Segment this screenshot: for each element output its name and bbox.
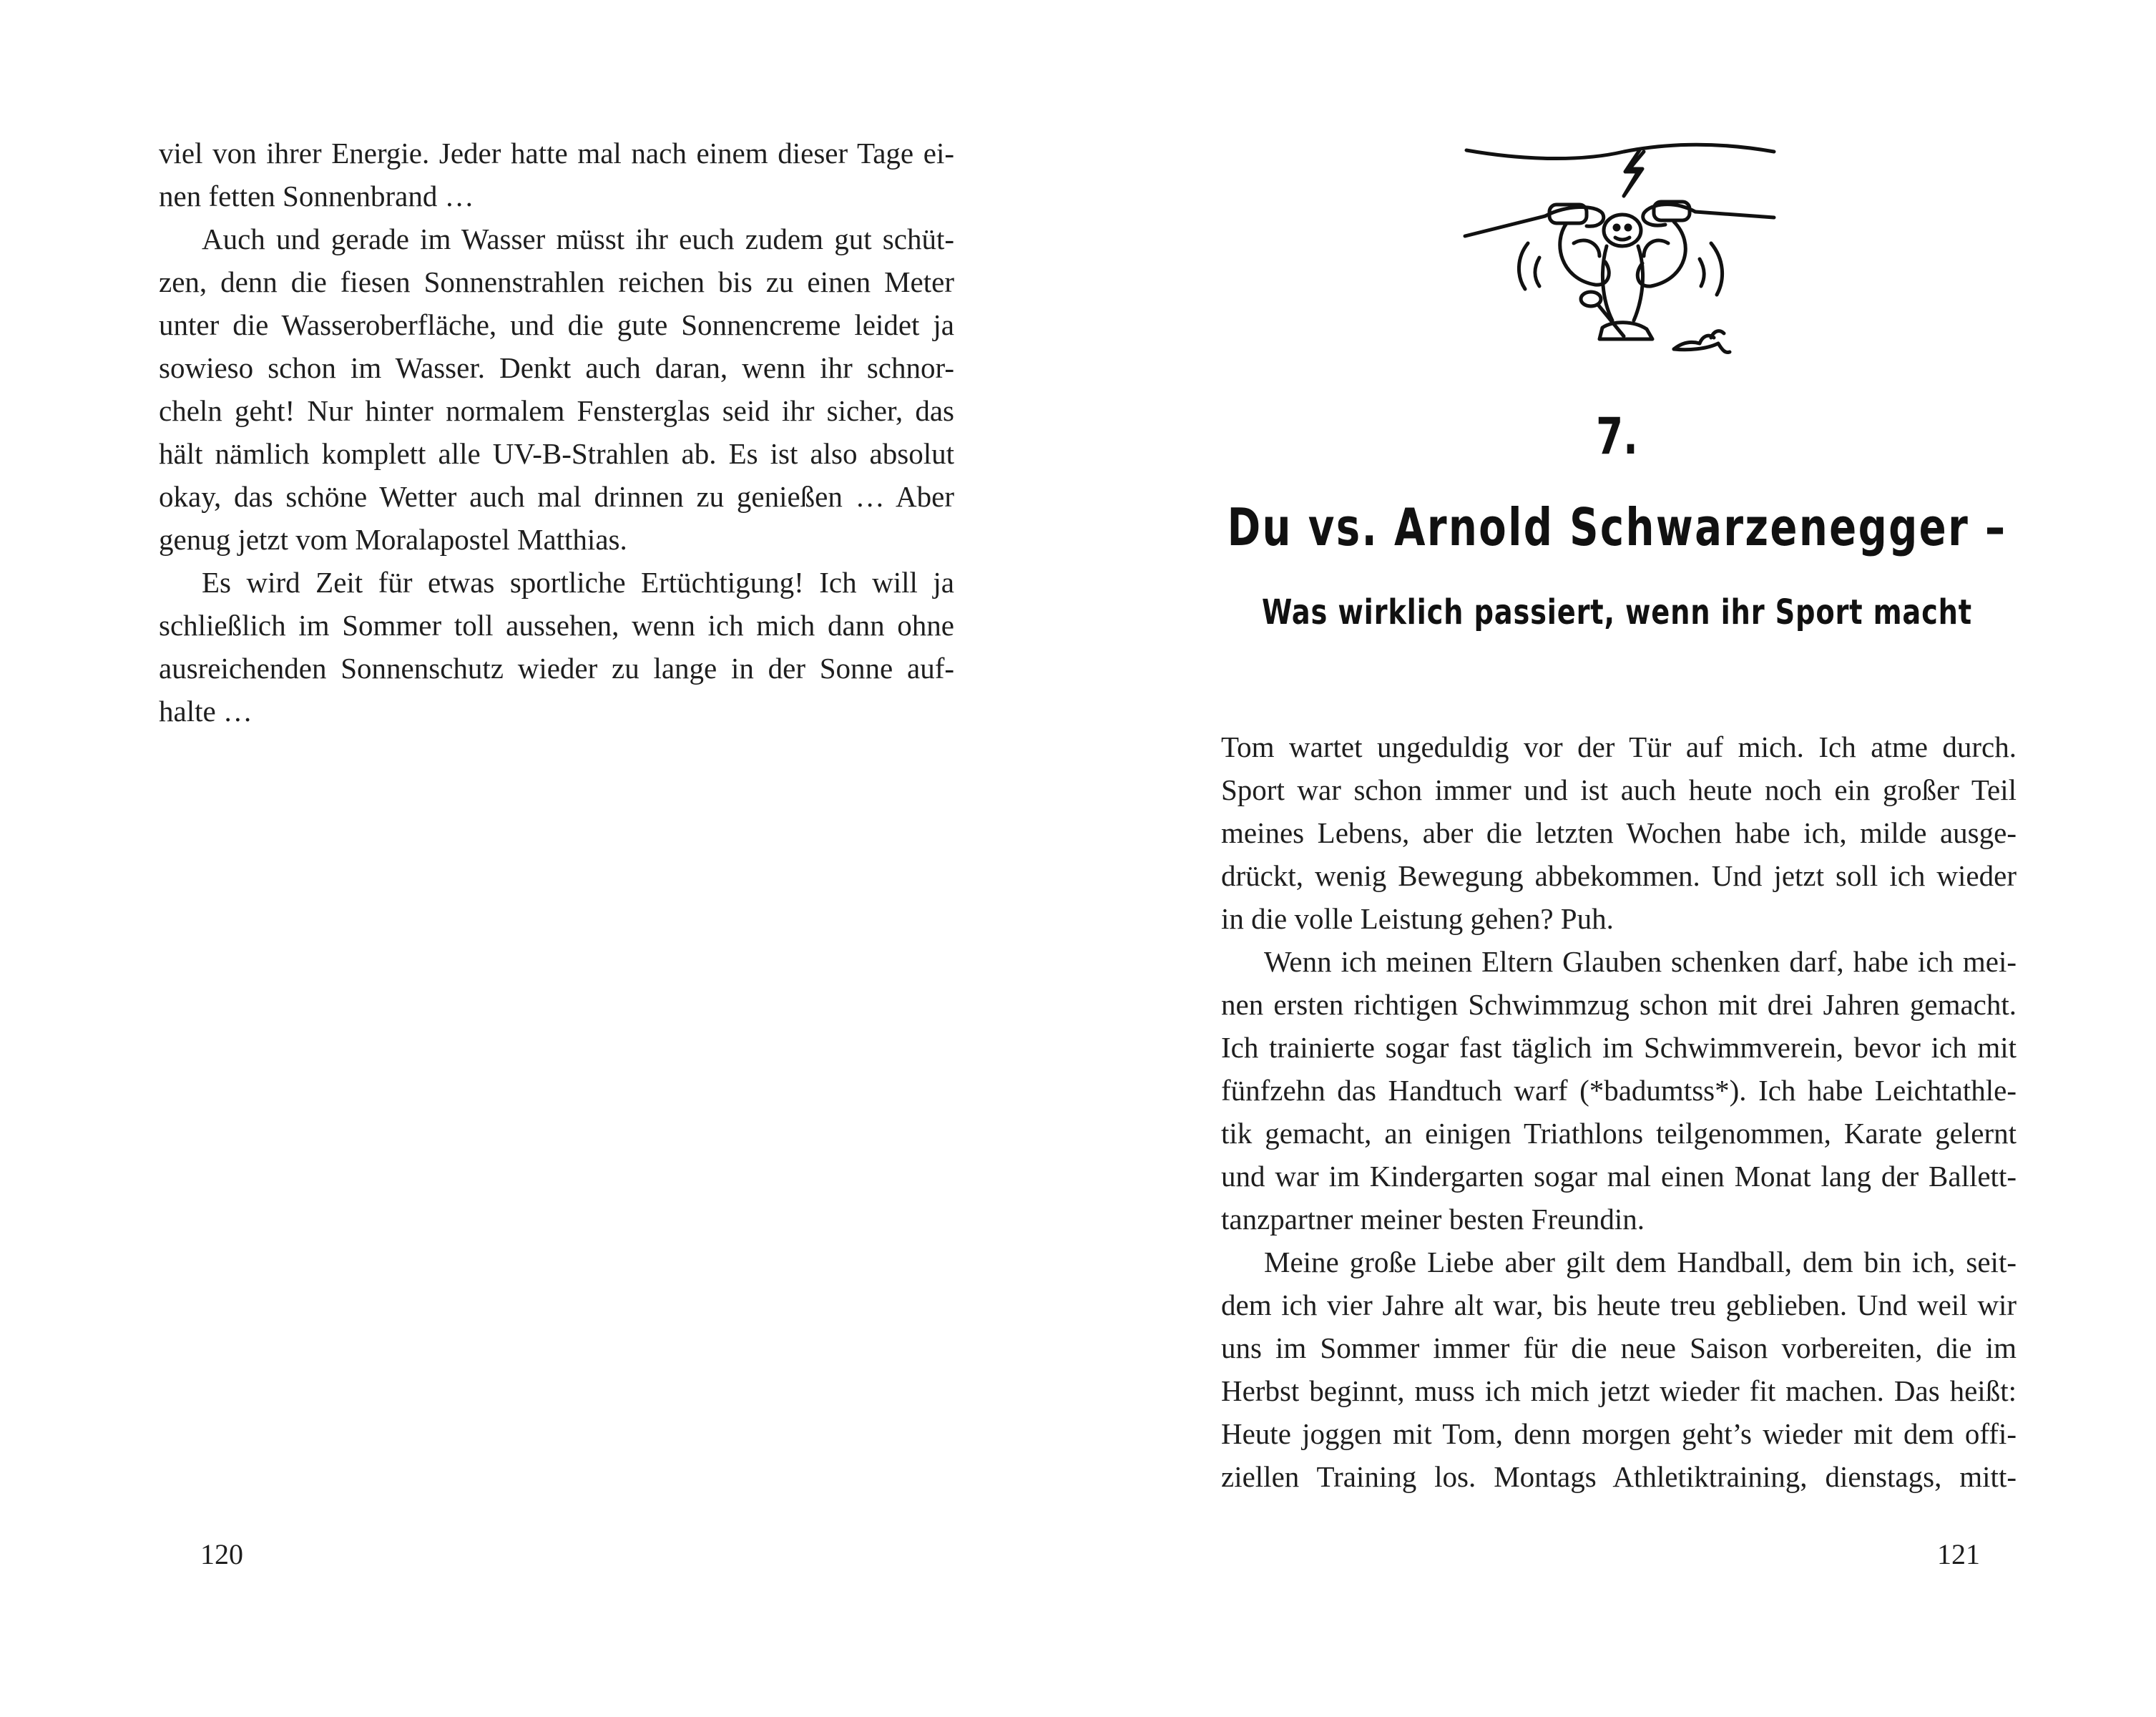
body-text-line: unter die Wasseroberfläche, und die gute Sonnencreme leidet ja [159,308,954,341]
body-text-line: Wenn ich meinen Eltern Glauben schenken darf, habe ich mei- [1264,945,2017,978]
body-text-line: in die volle Leistung gehen? Puh. [1221,902,1614,935]
body-text-line: uns im Sommer immer für die neue Saison vorbereiten, die im [1221,1331,2017,1364]
body-text-line: ziellen Training los. Montags Athletiktraining, dienstags, mitt- [1221,1460,2017,1493]
body-text-line: meines Lebens, aber die letzten Wochen habe ich, milde ausge- [1221,816,2017,849]
body-text-line: tanzpartner meiner besten Freundin. [1221,1203,1645,1236]
chapter-title: Du vs. Arnold Schwarzenegger – [1227,497,2007,557]
body-text-line: fünfzehn das Handtuch warf (*badumtss*). Ich habe Leichtathle- [1221,1074,2017,1107]
body-text-line: nen ersten richtigen Schwimmzug schon mit drei Jahren gemacht. [1221,988,2017,1021]
chapter-number: 7. [1596,407,1638,466]
body-text-line: okay, das schöne Wetter auch mal drinnen zu genießen … Aber [159,480,954,513]
body-text-line: zen, denn die fiesen Sonnenstrahlen reichen bis zu einen Meter [159,265,954,298]
body-text-line: ausreichenden Sonnenschutz wieder zu lange in der Sonne auf- [159,652,954,685]
body-text-line: Es wird Zeit für etwas sportliche Ertüchtigung! Ich will ja [202,566,954,599]
body-text-line: Heute joggen mit Tom, denn morgen geht’s wieder mit dem offi- [1221,1417,2017,1450]
body-text-line: und war im Kindergarten sogar mal einen Monat lang der Ballett- [1221,1160,2017,1193]
body-text-line: sowieso schon im Wasser. Denkt auch daran, wenn ihr schnor- [159,351,954,384]
body-text-line: nen fetten Sonnenbrand … [159,180,474,212]
chapter-subtitle: Was wirklich passiert, wenn ihr Sport macht [1262,592,1972,632]
body-text-line: halte … [159,695,253,728]
body-text-line: viel von ihrer Energie. Jeder hatte mal nach einem dieser Tage ei- [159,137,954,170]
body-text-line: dem ich vier Jahre alt war, bis heute treu geblieben. Und weil wir [1221,1288,2017,1321]
body-text-line: genug jetzt vom Moralapostel Matthias. [159,523,627,556]
body-text-line: drückt, wenig Bewegung abbekommen. Und jetzt soll ich wieder [1221,859,2017,892]
page-number: 120 [200,1538,243,1570]
body-text-line: tik gemacht, an einigen Triathlons teilgenommen, Karate gelernt [1221,1117,2017,1150]
body-text-line: Meine große Liebe aber gilt dem Handball, dem bin ich, seit- [1264,1246,2017,1278]
body-text-line: Tom wartet ungeduldig vor der Tür auf mich. Ich atme durch. [1221,730,2017,763]
body-text-line: Auch und gerade im Wasser müsst ihr euch zudem gut schüt- [202,222,954,255]
body-text-line: cheln geht! Nur hinter normalem Fensterglas seid ihr sicher, das [159,394,954,427]
body-text-line: Sport war schon immer und ist auch heute noch ein großer Teil [1221,773,2017,806]
right-page [1078,0,2156,1717]
body-text-line: Herbst beginnt, muss ich mich jetzt wieder fit machen. Das heißt: [1221,1374,2017,1407]
page-number: 121 [1937,1538,1980,1570]
body-text-line: schließlich im Sommer toll aussehen, wenn ich mich dann ohne [159,609,954,642]
body-text-line: Ich trainierte sogar fast täglich im Schwimmverein, bevor ich mit [1221,1031,2017,1064]
body-text-line: hält nämlich komplett alle UV-B-Strahlen ab. Es ist also absolut [159,437,954,470]
chapter-illustration [1459,136,1781,365]
